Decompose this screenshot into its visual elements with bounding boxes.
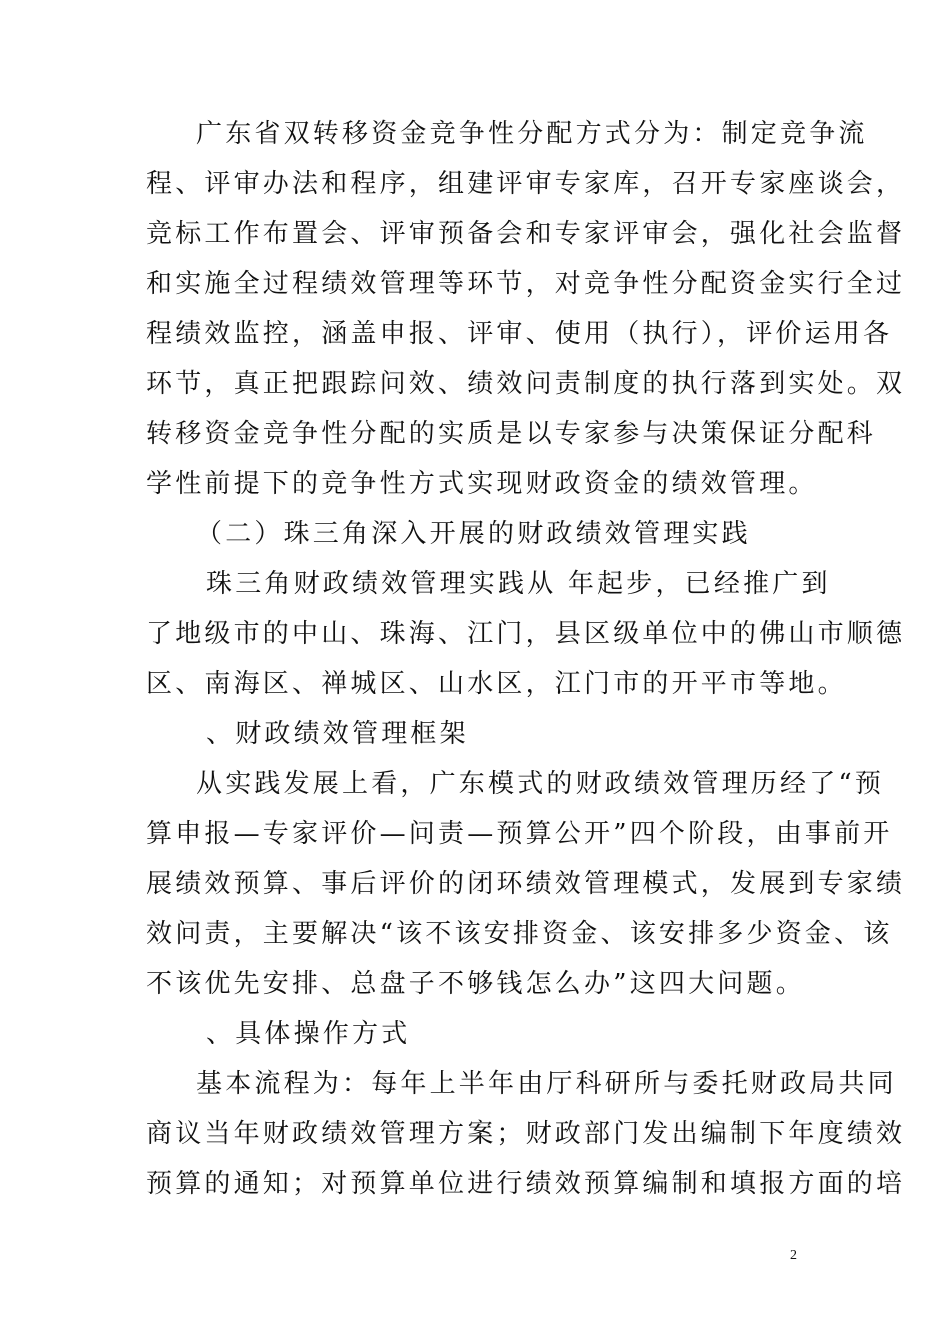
paragraph-line: 环节，真正把跟踪问效、绩效问责制度的执行落到实处。双 <box>146 369 906 399</box>
paragraph-line: 算申报—专家评价—问责—预算公开”四个阶段，由事前开 <box>146 819 893 849</box>
paragraph-line: 程绩效监控，涵盖申报、评审、使用（执行），评价运用各 <box>146 319 893 349</box>
paragraph-line: 从实践发展上看，广东模式的财政绩效管理历经了“预 <box>196 769 885 799</box>
page-number: 2 <box>790 1248 797 1263</box>
paragraph-line: 了地级市的中山、珠海、江门，县区级单位中的佛山市顺德 <box>146 619 906 649</box>
paragraph-line: 珠三角财政绩效管理实践从 年起步，已经推广到 <box>206 569 831 599</box>
section-heading: （二）珠三角深入开展的财政绩效管理实践 <box>196 519 751 549</box>
paragraph-line: 展绩效预算、事后评价的闭环绩效管理模式，发展到专家绩 <box>146 869 906 899</box>
paragraph-line: 学性前提下的竞争性方式实现财政资金的绩效管理。 <box>146 469 818 499</box>
paragraph-line: 转移资金竞争性分配的实质是以专家参与决策保证分配科 <box>146 419 877 449</box>
paragraph-line: 不该优先安排、总盘子不够钱怎么办”这四大问题。 <box>146 969 805 999</box>
paragraph-line: 基本流程为：每年上半年由厅科研所与委托财政局共同 <box>196 1069 897 1099</box>
subsection-heading: 、具体操作方式 <box>206 1019 411 1049</box>
subsection-heading: 、财政绩效管理框架 <box>206 719 469 749</box>
paragraph-line: 和实施全过程绩效管理等环节，对竞争性分配资金实行全过 <box>146 269 906 299</box>
paragraph-line: 竞标工作布置会、评审预备会和专家评审会，强化社会监督 <box>146 219 906 249</box>
paragraph-line: 区、南海区、禅城区、山水区，江门市的开平市等地。 <box>146 669 847 699</box>
paragraph-line: 程、评审办法和程序，组建评审专家库，召开专家座谈会， <box>146 169 906 199</box>
paragraph-line: 商议当年财政绩效管理方案；财政部门发出编制下年度绩效 <box>146 1119 906 1149</box>
paragraph-line: 预算的通知；对预算单位进行绩效预算编制和填报方面的培 <box>146 1169 906 1199</box>
paragraph-line: 广东省双转移资金竞争性分配方式分为：制定竞争流 <box>196 119 868 149</box>
paragraph-line: 效问责，主要解决“该不该安排资金、该安排多少资金、该 <box>146 919 893 949</box>
